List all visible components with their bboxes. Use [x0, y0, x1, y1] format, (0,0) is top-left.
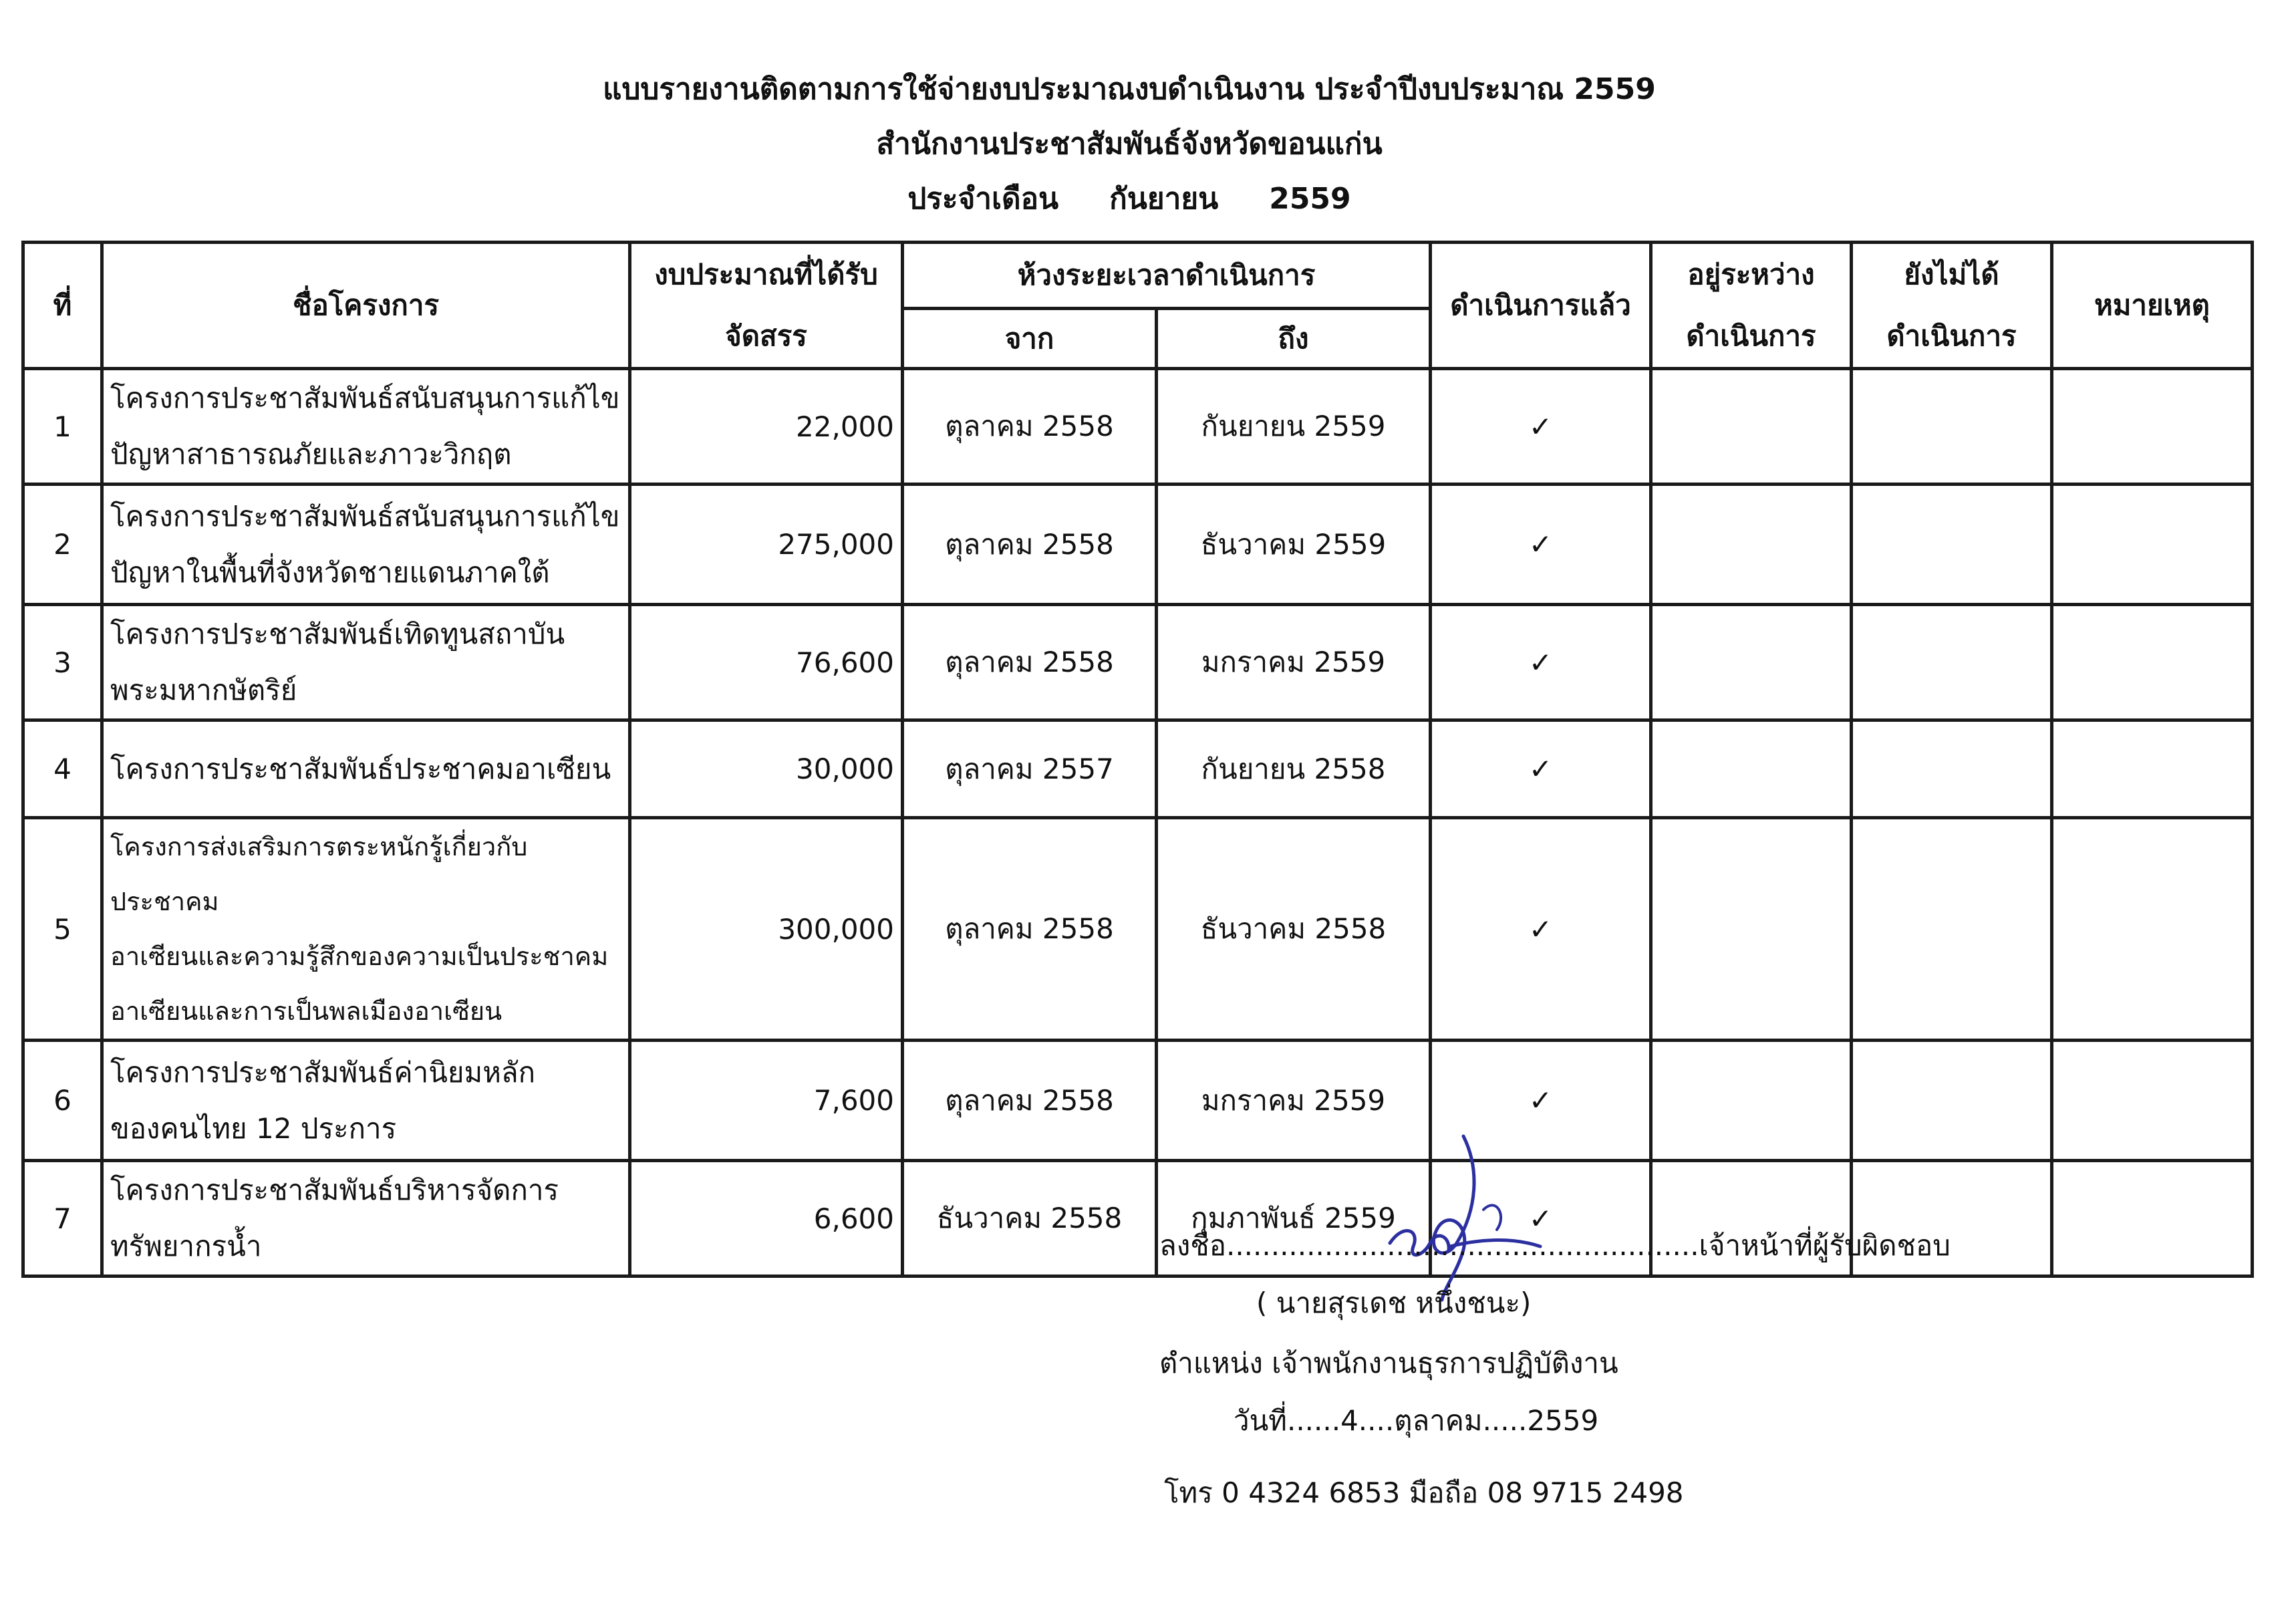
row-number: 4 [23, 720, 102, 818]
row-number: 3 [23, 605, 102, 720]
col-header-period: ห้วงระยะเวลาดำเนินการ [903, 243, 1431, 309]
table-row [23, 1041, 2253, 1161]
report-date: วันที่......4....ตุลาคม.....2559 [1234, 1404, 1599, 1437]
col-header-project: ชื่อโครงการ [102, 243, 630, 369]
project-name-line: โครงการประชาสัมพันธ์บริหารจัดการ [110, 1174, 559, 1206]
period-from: ตุลาคม 2558 [903, 818, 1157, 1041]
project-name [102, 720, 630, 818]
col-header-in-progress-line2: ดำเนินการ [1686, 319, 1816, 352]
table-row [23, 369, 2253, 485]
table-row [23, 605, 2253, 720]
project-name-line: โครงการส่งเสริมการตระหนักรู้เกี่ยวกับประชาคม [110, 832, 528, 916]
done-check-mark: ✓ [1431, 605, 1651, 720]
project-name-line: โครงการประชาสัมพันธ์สนับสนุนการแก้ไข [110, 499, 620, 533]
remark-cell [2052, 485, 2253, 605]
in-progress-cell [1651, 485, 1852, 605]
in-progress-cell [1651, 818, 1852, 1041]
project-name [102, 1041, 630, 1161]
col-header-to: ถึง [1157, 309, 1431, 369]
in-progress-cell [1651, 369, 1852, 485]
remark-cell [2052, 818, 2253, 1041]
project-name-line: อาเซียนและความรู้สึกของความเป็นประชาคม [110, 942, 609, 971]
period-from: ธันวาคม 2558 [903, 1161, 1157, 1277]
office-name: สำนักงานประชาสัมพันธ์จังหวัดขอนแก่น [876, 127, 1383, 161]
col-header-remark: หมายเหตุ [2052, 243, 2253, 369]
budget-amount: 300,000 [630, 818, 903, 1041]
project-name-line: ทรัพยากรน้ำ [110, 1230, 262, 1262]
handwritten-signature [1363, 1129, 1550, 1303]
row-number: 1 [23, 369, 102, 485]
period-from: ตุลาคม 2558 [903, 605, 1157, 720]
done-check-mark: ✓ [1431, 720, 1651, 818]
project-name-line: โครงการประชาสัมพันธ์ค่านิยมหลัก [110, 1055, 536, 1089]
col-header-done: ดำเนินการแล้ว [1431, 243, 1651, 369]
done-check-mark: ✓ [1431, 1041, 1651, 1161]
project-name-line: โครงการประชาสัมพันธ์สนับสนุนการแก้ไข [110, 382, 620, 414]
project-name-line: โครงการประชาสัมพันธ์เทิดทูนสถาบัน [110, 618, 565, 650]
not-started-cell [1852, 720, 2052, 818]
not-started-cell [1852, 605, 2052, 720]
budget-report-table [21, 241, 2254, 1278]
table-row [23, 720, 2253, 818]
in-progress-cell [1651, 720, 1852, 818]
period-to: กันยายน 2559 [1157, 369, 1431, 485]
remark-cell [2052, 720, 2253, 818]
project-name-line: ของคนไทย 12 ประการ [110, 1111, 397, 1145]
col-header-in-progress-line1: อยู่ระหว่าง [1687, 258, 1815, 291]
signer-name: ( นายสุรเดช หนึ่งชนะ) [1256, 1287, 1532, 1319]
project-name [102, 369, 630, 485]
in-progress-cell [1651, 1041, 1852, 1161]
period-to: มกราคม 2559 [1157, 1041, 1431, 1161]
col-header-budget-line1: งบประมาณที่ได้รับ [654, 258, 878, 291]
row-number: 2 [23, 485, 102, 605]
row-number: 6 [23, 1041, 102, 1161]
row-number: 7 [23, 1161, 102, 1277]
done-check-mark: ✓ [1431, 369, 1651, 485]
remark-cell [2052, 369, 2253, 485]
project-name [102, 818, 630, 1041]
period-to: มกราคม 2559 [1157, 605, 1431, 720]
row-number: 5 [23, 818, 102, 1041]
report-year: 2559 [1269, 182, 1351, 216]
period-from: ตุลาคม 2558 [903, 485, 1157, 605]
period-from: ตุลาคม 2558 [903, 369, 1157, 485]
report-title: แบบรายงานติดตามการใช้จ่ายงบประมาณงบดำเนินงาน ประจำปีงบประมาณ 2559 [603, 72, 1656, 106]
month-label: ประจำเดือน [907, 182, 1059, 216]
project-name [102, 485, 630, 605]
not-started-cell [1852, 369, 2052, 485]
budget-amount: 22,000 [630, 369, 903, 485]
project-name-line: อาเซียนและการเป็นพลเมืองอาเซียน [110, 996, 503, 1026]
period-from: ตุลาคม 2558 [903, 1041, 1157, 1161]
col-header-budget-line2: จัดสรร [725, 319, 807, 352]
signer-position: ตำแหน่ง เจ้าพนักงานธุรการปฏิบัติงาน [1159, 1347, 1618, 1379]
col-header-budget [630, 243, 903, 369]
col-header-not-started [1852, 243, 2052, 369]
done-check-mark: ✓ [1431, 1161, 1651, 1277]
project-name [102, 1161, 630, 1277]
contact-numbers: โทร 0 4324 6853 มือถือ 08 9715 2498 [1164, 1476, 1684, 1509]
report-month-line [0, 179, 2259, 219]
table-row [23, 818, 2253, 1041]
remark-cell [2052, 605, 2253, 720]
period-to: กุมภาพันธ์ 2559 [1157, 1161, 1431, 1277]
budget-amount: 7,600 [630, 1041, 903, 1161]
not-started-cell [1852, 818, 2052, 1041]
project-name-line: พระมหากษัตริย์ [110, 674, 297, 706]
done-check-mark: ✓ [1431, 818, 1651, 1041]
in-progress-cell [1651, 605, 1852, 720]
period-to: ธันวาคม 2559 [1157, 485, 1431, 605]
col-header-from: จาก [903, 309, 1157, 369]
remark-cell [2052, 1161, 2253, 1277]
report-month: กันยายน [1109, 182, 1219, 216]
col-header-no: ที่ [23, 243, 102, 369]
project-name [102, 605, 630, 720]
remark-cell [2052, 1041, 2253, 1161]
budget-amount: 275,000 [630, 485, 903, 605]
period-to: ธันวาคม 2558 [1157, 818, 1431, 1041]
not-started-cell [1852, 1041, 2052, 1161]
project-name-line: ปัญหาในพื้นที่จังหวัดชายแดนภาคใต้ [110, 555, 550, 589]
not-started-cell [1852, 485, 2052, 605]
signature-line: ลงชื่อ.....................................................เจ้าหน้าที่ผู้รับผิดชอบ [1159, 1229, 1951, 1262]
budget-amount: 30,000 [630, 720, 903, 818]
period-from: ตุลาคม 2557 [903, 720, 1157, 818]
budget-amount: 6,600 [630, 1161, 903, 1277]
col-header-not-started-line2: ดำเนินการ [1886, 319, 2017, 352]
period-to: กันยายน 2558 [1157, 720, 1431, 818]
budget-amount: 76,600 [630, 605, 903, 720]
col-header-in-progress [1651, 243, 1852, 369]
col-header-not-started-line1: ยังไม่ได้ [1904, 258, 1999, 291]
table-row [23, 485, 2253, 605]
project-name-line: โครงการประชาสัมพันธ์ประชาคมอาเซียน [110, 752, 611, 785]
project-name-line: ปัญหาสาธารณภัยและภาวะวิกฤต [110, 438, 512, 471]
done-check-mark: ✓ [1431, 485, 1651, 605]
